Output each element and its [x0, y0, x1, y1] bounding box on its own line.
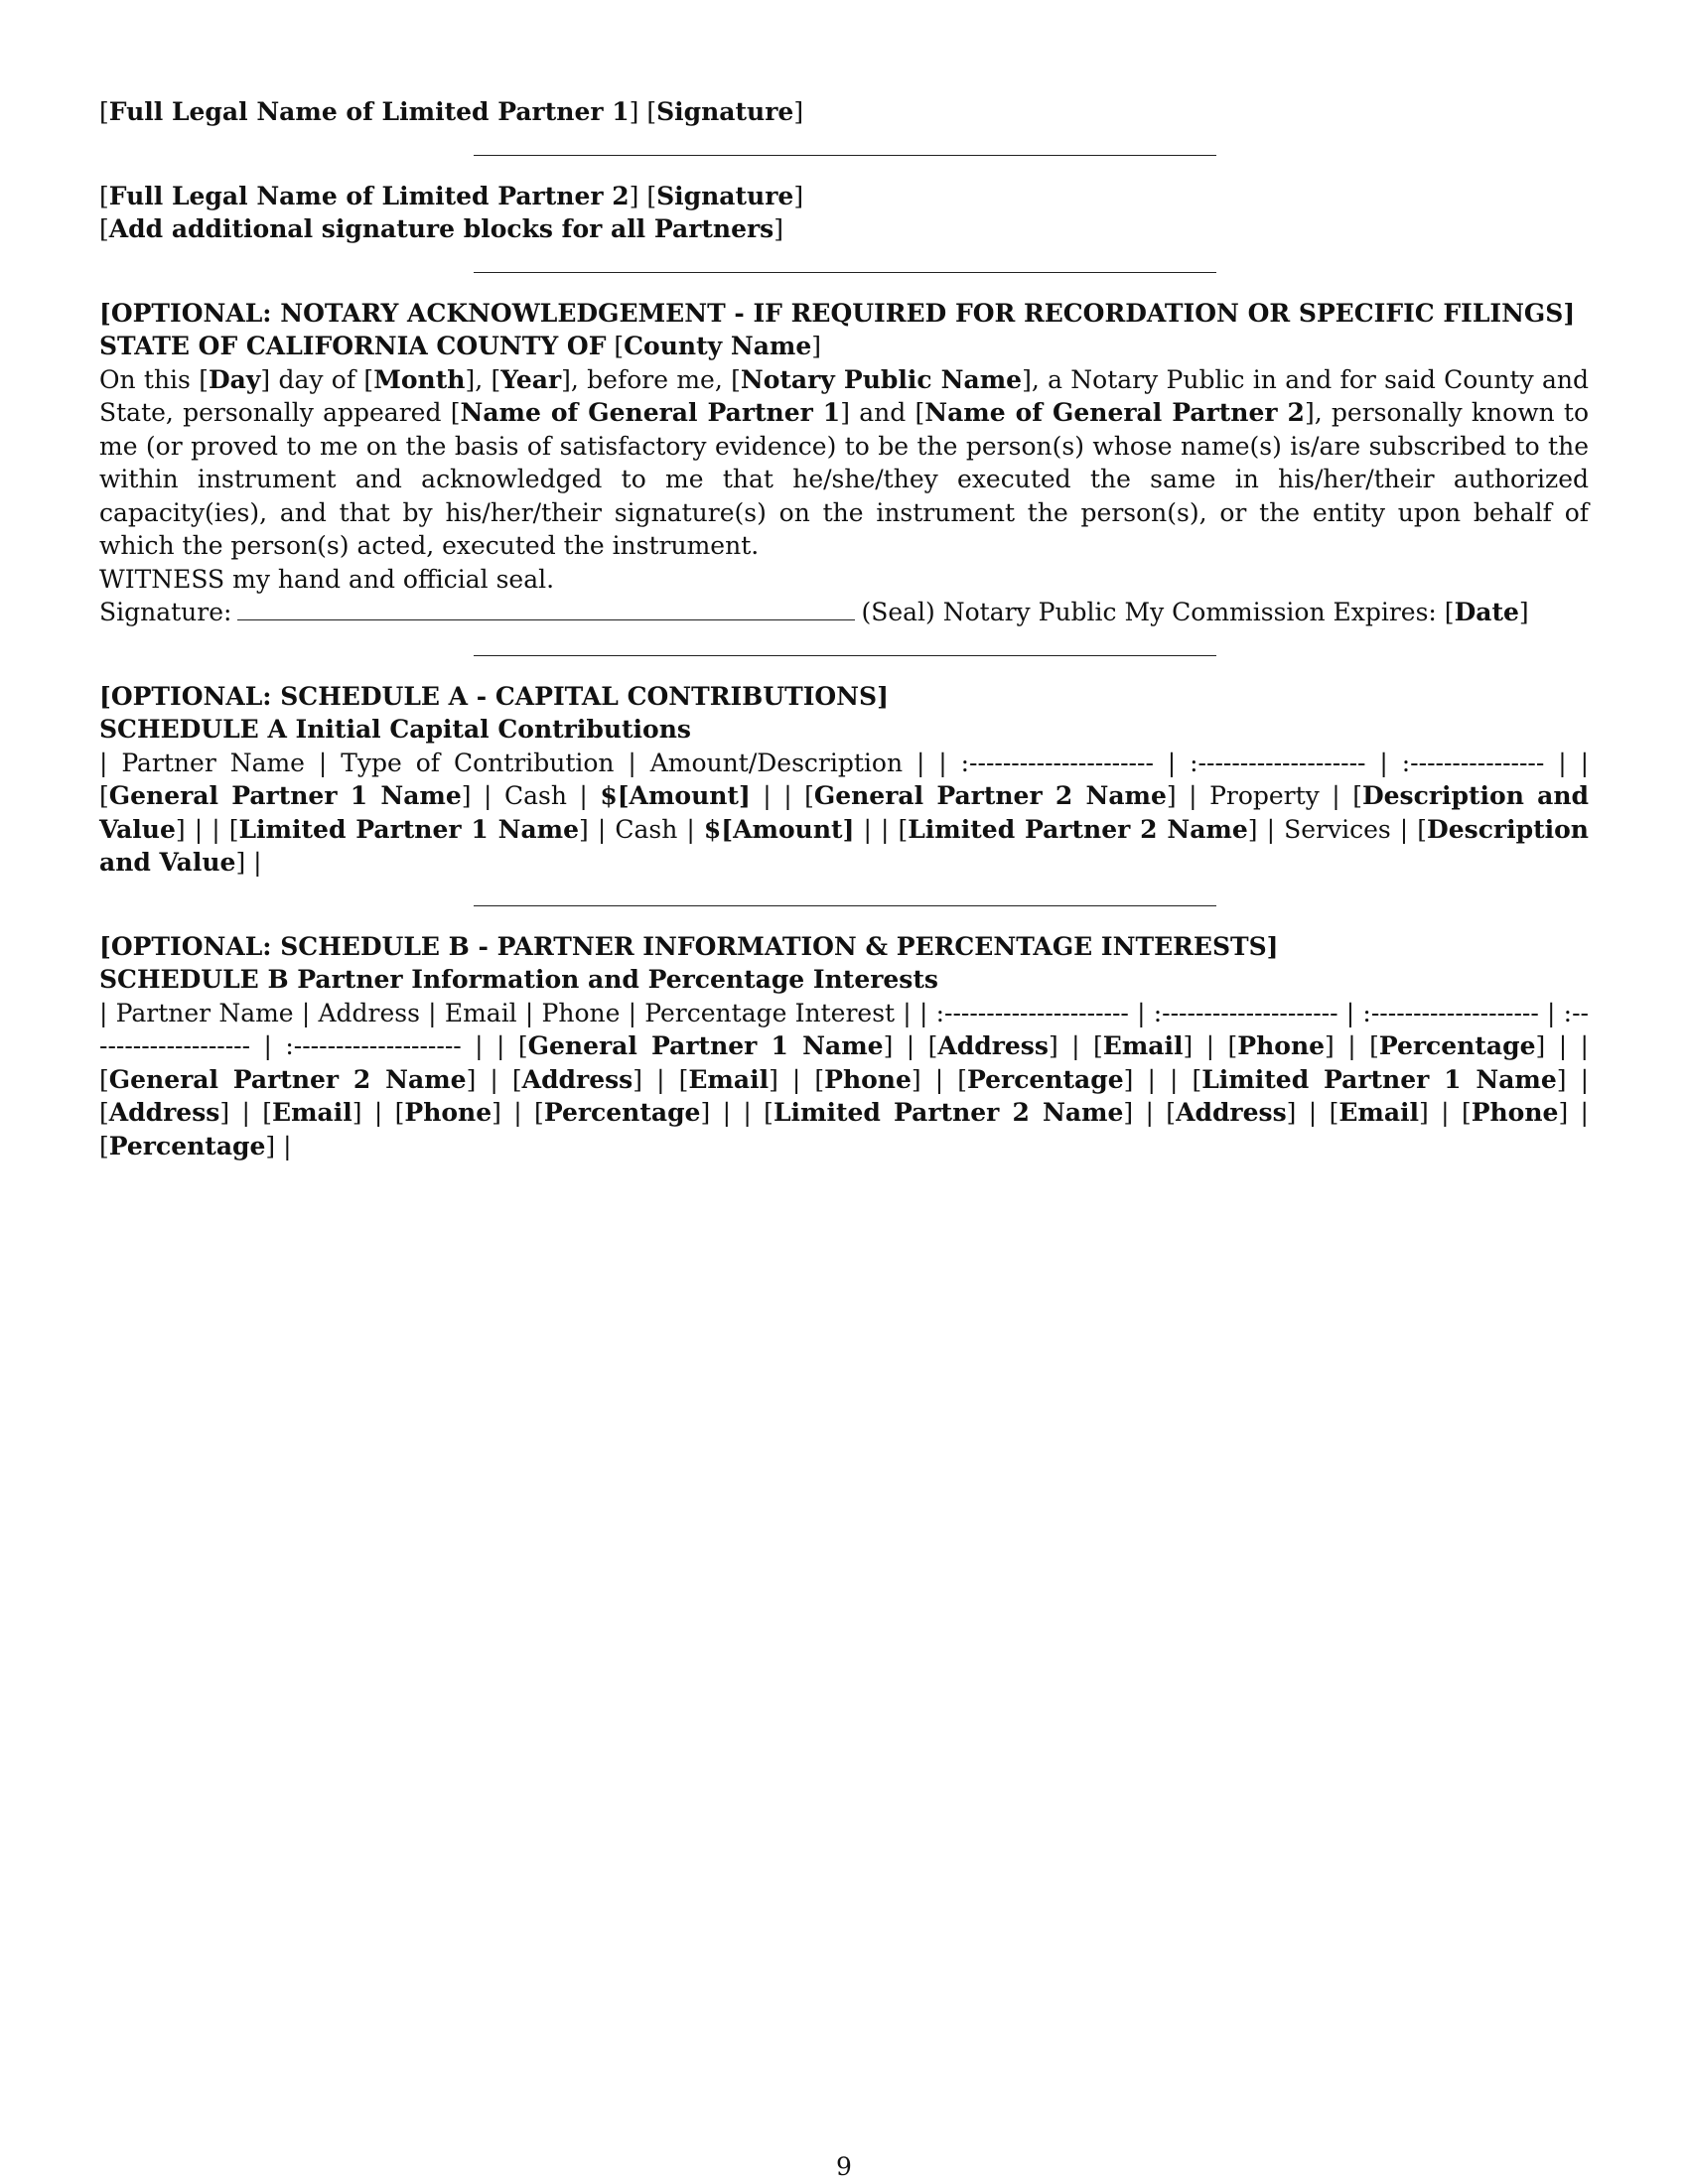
- lp1-signature-line: [Full Legal Name of Limited Partner 1] [Signature]: [99, 97, 804, 126]
- page-number: 9: [836, 2152, 852, 2181]
- notary-acknowledgement-paragraph: On this [Day] day of [Month], [Year], before me, [Notary Public Name], a Notary Public in and for said County and State, personally appeared [Name of General Partner 1] and [Name of General Partner 2], personally known to me (or proved to me on the basis of satisfactory evidence) to be the person(s) whose name(s) is/are subscribed to the within instrument and acknowledged to me that he/she/they executed the same in his/her/their authorized capacity(ies), and that by his/her/their signature(s) on the instrument the person(s), or the entity upon behalf of which the person(s) acted, executed the instrument.: [99, 364, 1590, 560]
- schedule-b-header: | Partner Name | Address | Email | Phone | Percentage Interest | | :---------------------- | :--------------------- | :-------------------- | :-------------------- | :-------------------- | |: [99, 998, 1589, 1060]
- lp2-name: Full Legal Name of Limited Partner 2: [108, 181, 630, 210]
- state-county-line: STATE OF CALIFORNIA COUNTY OF [County Name]: [99, 332, 822, 360]
- schedule-a-table: | Partner Name | Type of Contribution | Amount/Description | | :---------------------- | :-------------------- | :---------------- | | [General Partner 1 Name] | Cash | $[Amount] | | [General Partner 2 Name] | Property | [Description and Value] | | [Limited Partner 1 Name] | Cash | $[Amount] | | [Limited Partner 2 Name] | Services | [Description and Value] |: [99, 748, 1589, 877]
- schedule-a-heading: [OPTIONAL: SCHEDULE A - CAPITAL CONTRIBUTIONS]: [99, 681, 889, 711]
- lp1-name: Full Legal Name of Limited Partner 1: [108, 97, 630, 126]
- schedule-b-heading: [OPTIONAL: SCHEDULE B - PARTNER INFORMATION & PERCENTAGE INTERESTS]: [99, 931, 1279, 961]
- notary-signature-line: Signature: (Seal) Notary Public My Commission Expires: [Date]: [99, 598, 1529, 626]
- divider: [474, 905, 1216, 906]
- signature-blank[interactable]: [237, 598, 855, 620]
- schedule-b-table: | Partner Name | Address | Email | Phone | Percentage Interest | | :---------------------- | :--------------------- | :-------------------- | :-------------------- | :-------------------- | | [General Partner 1 Name] | [Address] | [Email] | [Phone] | [Percentage] | | [General Partner 2 Name] | [Address] | [Email] | [Phone] | [Percentage] | | [Limited Partner 1 Name] | [Address] | [Email] | [Phone] | [Percentage] | | [Limited Partner 2 Name] | [Address] | [Email] | [Phone] | [Percentage] |: [99, 998, 1590, 1160]
- lp2-signature-line: [Full Legal Name of Limited Partner 2] [Signature]: [99, 181, 804, 210]
- schedule-a-header: | Partner Name | Type of Contribution | Amount/Description | | :---------------------- | :-------------------- | :---------------- | |: [99, 748, 1589, 777]
- lp1-sig: Signature: [656, 97, 794, 126]
- state-county-text: STATE OF CALIFORNIA COUNTY OF: [99, 332, 607, 360]
- schedule-a-title: SCHEDULE A Initial Capital Contributions: [99, 715, 691, 744]
- divider: [474, 155, 1216, 156]
- witness-line: WITNESS my hand and official seal.: [99, 564, 555, 594]
- document-page: [99, 95, 1589, 1162]
- additional-signatures-note: [Add additional signature blocks for all Partners]: [99, 214, 784, 243]
- schedule-b-title: SCHEDULE B Partner Information and Percentage Interests: [99, 965, 939, 994]
- divider: [474, 272, 1216, 273]
- notary-heading: [OPTIONAL: NOTARY ACKNOWLEDGEMENT - IF REQUIRED FOR RECORDATION OR SPECIFIC FILINGS]: [99, 298, 1576, 328]
- divider: [474, 655, 1216, 656]
- county-name: County Name: [624, 332, 812, 360]
- lp2-sig: Signature: [656, 181, 794, 210]
- additional-signatures-text: Add additional signature blocks for all Partners: [108, 214, 774, 243]
